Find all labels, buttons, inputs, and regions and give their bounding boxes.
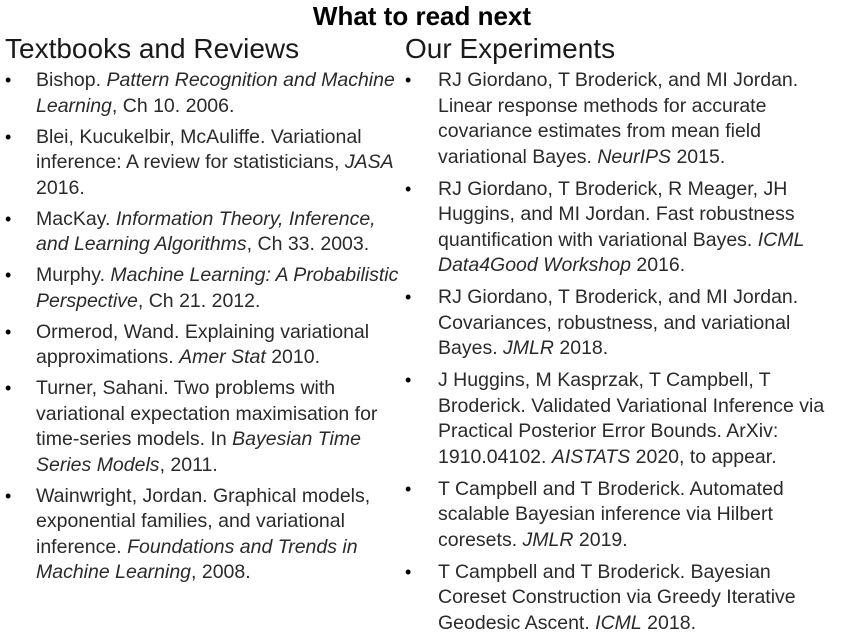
bullet-icon: • [5, 70, 12, 90]
reference-item [5, 320, 400, 371]
reference-year: , 2011. [159, 453, 218, 476]
experiments-heading: Our Experiments [405, 33, 616, 64]
reference-venue: JMLR [522, 528, 574, 551]
reference-year: 2018. [641, 611, 696, 634]
reference-item [5, 376, 400, 478]
reference-authors: Ormerod, Wand. Explaining variational approximations. [36, 320, 370, 368]
reference-venue: AISTATS [551, 445, 631, 468]
reference-item [5, 263, 400, 314]
reference-year: 2019. [573, 528, 628, 551]
bullet-icon: • [5, 126, 12, 147]
reference-authors: Wainwright, Jordan. Graphical models, exponential families, and variational inference. [36, 484, 371, 558]
textbooks-heading: Textbooks and Reviews [5, 33, 300, 64]
reference-year: 2010. [265, 346, 320, 368]
reference-venue: JMLR [503, 337, 554, 359]
reference-authors: T Campbell and T Broderick. Bayesian Coreset Construction via Greedy Iterative Geodesic Ascent. [438, 560, 796, 634]
reference-venue: ICML [595, 611, 642, 634]
reference-item [405, 177, 840, 279]
bullet-icon: • [5, 485, 12, 506]
slide-title: What to read next [312, 1, 532, 31]
reference-venue: Foundations and Trends in Machine Learning [36, 535, 358, 583]
reference-authors: Murphy. [36, 264, 111, 286]
experiments-column [405, 32, 840, 643]
reference-year: 2020, to appear. [630, 445, 777, 468]
reference-year: 2016. [630, 254, 686, 276]
reference-venue: Machine Learning: A Probabilistic Perspective [36, 264, 399, 312]
reference-authors: J Huggins, M Kasprzak, T Campbell, T Broderick. Validated Variational Inference via Practical Posterior Error Bounds. ArXiv: 1910.04102. [438, 369, 825, 468]
reference-item [405, 560, 840, 637]
reference-year: , 2008. [191, 561, 251, 583]
bullet-icon: • [405, 70, 412, 90]
reference-year: , Ch 10. 2006. [111, 94, 235, 117]
reference-year: , Ch 21. 2012. [137, 289, 261, 312]
reference-item [5, 68, 400, 119]
bullet-icon: • [5, 265, 12, 285]
bullet-icon: • [405, 178, 412, 199]
bullet-icon: • [405, 370, 412, 390]
reference-year: 2015. [671, 145, 726, 168]
reference-year: , Ch 33. 2003. [246, 233, 370, 255]
reference-year: 2018. [553, 337, 609, 359]
textbooks-list [5, 68, 400, 586]
bullet-icon: • [5, 378, 12, 398]
reference-authors: T Campbell and T Broderick. Automated scalable Bayesian inference via Hilbert coresets. [438, 477, 784, 551]
reference-authors: Bishop. [36, 69, 107, 91]
bullet-icon: • [405, 478, 412, 499]
reference-venue: NeurIPS [597, 145, 672, 168]
reference-authors: MacKay. [36, 207, 116, 230]
reference-item [5, 125, 400, 202]
reference-venue: Amer Stat [179, 346, 266, 368]
reference-venue: Pattern Recognition and Machine Learning [36, 69, 395, 117]
experiments-list [405, 68, 840, 636]
reference-venue: Information Theory, Inference, and Learning Algorithms [36, 207, 376, 255]
bullet-icon: • [5, 321, 12, 342]
reference-authors: RJ Giordano, T Broderick, and MI Jordan. Covariances, robustness, and variational Bayes. [438, 286, 799, 359]
reference-authors: Turner, Sahani. Two problems with variational expectation maximisation for time-series models. In [36, 377, 378, 450]
reference-authors: Blei, Kucukelbir, McAuliffe. Variational inference: A review for statisticians, [36, 125, 362, 173]
reference-venue: JASA [344, 151, 394, 173]
bullet-icon: • [405, 287, 412, 307]
reference-venue: ICML Data4Good Workshop [438, 228, 805, 276]
reference-item [405, 68, 840, 170]
bullet-icon: • [405, 561, 412, 582]
reference-venue: Bayesian Time Series Models [36, 428, 361, 476]
reference-year: 2016. [36, 176, 85, 199]
reference-item [5, 207, 400, 258]
reference-authors: RJ Giordano, T Broderick, R Meager, JH Huggins, and MI Jordan. Fast robustness quantification with variational Bayes. [438, 177, 795, 251]
bullet-icon: • [5, 208, 12, 229]
reference-item [5, 484, 400, 586]
reference-item [405, 285, 840, 362]
textbooks-column [5, 32, 400, 591]
reference-authors: RJ Giordano, T Broderick, and MI Jordan. Linear response methods for accurate covariance estimates from mean field variational Bayes. [438, 69, 799, 168]
reference-item [405, 477, 840, 554]
reference-item [405, 368, 840, 470]
